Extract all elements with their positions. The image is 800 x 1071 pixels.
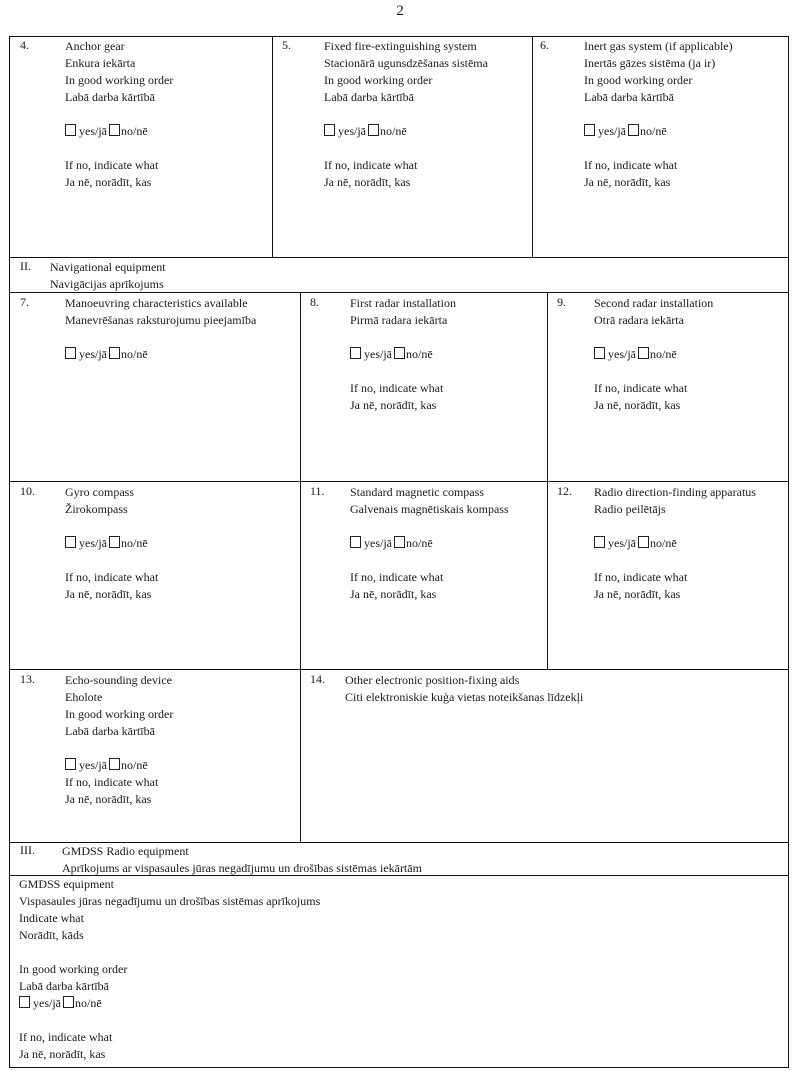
item-title-lv: Žirokompass xyxy=(65,502,128,516)
no-checkbox[interactable] xyxy=(638,536,649,548)
if-no-en: If no, indicate what xyxy=(350,570,444,584)
item-title-lv: Pirmā radara iekārta xyxy=(350,313,448,327)
item-title-en: Second radar installation xyxy=(594,296,714,310)
item-number: 14. xyxy=(310,672,325,686)
item-title-lv: Inertās gāzes sistēma (ja ir) xyxy=(584,56,716,70)
item-title-en: Anchor gear xyxy=(65,39,125,53)
no-label: no/nē xyxy=(406,536,433,550)
if-no-lv: Ja nē, norādīt, kas xyxy=(350,587,437,601)
if-no-lv: Ja nē, norādīt, kas xyxy=(65,587,152,601)
item-title-lv: Eholote xyxy=(65,690,103,704)
section-number: II. xyxy=(20,259,31,273)
no-checkbox[interactable] xyxy=(109,347,120,359)
yes-label: yes/jā xyxy=(608,536,636,550)
item-title-lv: Enkura iekārta xyxy=(65,56,136,70)
yes-checkbox[interactable] xyxy=(584,124,595,136)
item-second-radar xyxy=(547,292,790,481)
yes-label: yes/jā xyxy=(364,536,392,550)
section-title-lv: Aprīkojums ar vispasaules jūras negadījumu un drošības sistēmas iekārtām xyxy=(62,861,422,875)
item-echo-sounding xyxy=(10,669,300,842)
no-checkbox[interactable] xyxy=(394,347,405,359)
no-label: no/nē xyxy=(650,347,677,361)
item-title-en: First radar installation xyxy=(350,296,456,310)
section-number: III. xyxy=(20,843,35,857)
no-checkbox[interactable] xyxy=(638,347,649,359)
no-checkbox[interactable] xyxy=(394,536,405,548)
item-title-en: Other electronic position-fixing aids xyxy=(345,673,520,687)
item-title-lv: Citi elektroniskie kuģa vietas noteikšanas līdzekļi xyxy=(345,690,584,704)
yes-label: yes/jā xyxy=(364,347,392,361)
yes-checkbox[interactable] xyxy=(594,347,605,359)
page-number: 2 xyxy=(396,3,404,19)
yes-label: yes/jā xyxy=(33,996,61,1010)
no-label: no/nē xyxy=(380,124,407,138)
yes-checkbox[interactable] xyxy=(65,124,76,136)
item-title-en: Manoeuvring characteristics available xyxy=(65,296,248,310)
section-title-lv: Navigācijas aprīkojums xyxy=(50,277,164,291)
if-no-lv: Ja nē, norādīt, kas xyxy=(594,587,681,601)
item-title-en: Standard magnetic compass xyxy=(350,485,484,499)
no-checkbox[interactable] xyxy=(368,124,379,136)
no-label: no/nē xyxy=(75,996,102,1010)
no-label: no/nē xyxy=(121,758,148,772)
good-order-en: In good working order xyxy=(324,73,433,87)
item-gyro-compass xyxy=(10,481,300,669)
item-title-lv: Radio peilētājs xyxy=(594,502,666,516)
item-number: 13. xyxy=(20,672,35,686)
section-gmdss-radio xyxy=(10,842,790,875)
item-fire-extinguishing xyxy=(272,37,532,257)
yes-label: yes/jā xyxy=(79,124,107,138)
item-manoeuvring-characteristics xyxy=(10,292,300,481)
item-number: 12. xyxy=(557,484,572,498)
item-title-lv: Otrā radara iekārta xyxy=(594,313,684,327)
indicate-lv: Norādīt, kāds xyxy=(19,928,84,942)
no-checkbox[interactable] xyxy=(109,758,120,770)
item-title-en: Echo-sounding device xyxy=(65,673,172,687)
item-inert-gas xyxy=(532,37,790,257)
good-order-lv: Labā darba kārtībā xyxy=(324,90,414,104)
item-title-lv: Galvenais magnētiskais kompass xyxy=(350,502,509,516)
section-navigational-equipment xyxy=(10,257,790,292)
if-no-en: If no, indicate what xyxy=(65,775,159,789)
item-number: 10. xyxy=(20,484,35,498)
yes-label: yes/jā xyxy=(598,124,626,138)
yes-checkbox[interactable] xyxy=(350,536,361,548)
gmdss-title-lv: Vispasaules jūras negadījumu un drošības sistēmas aprīkojums xyxy=(19,894,321,908)
yes-label: yes/jā xyxy=(79,758,107,772)
no-label: no/nē xyxy=(406,347,433,361)
good-order-lv: Labā darba kārtībā xyxy=(65,724,155,738)
no-checkbox[interactable] xyxy=(63,996,74,1008)
good-order-en: In good working order xyxy=(65,707,174,721)
item-position-fixing-aids xyxy=(300,669,790,842)
yes-checkbox[interactable] xyxy=(324,124,335,136)
item-anchor-gear xyxy=(10,37,272,257)
item-number: 9. xyxy=(557,295,566,309)
no-label: no/nē xyxy=(650,536,677,550)
good-order-en: In good working order xyxy=(584,73,693,87)
item-title-lv: Stacionārā ugunsdzēšanas sistēma xyxy=(324,56,488,70)
item-title-lv: Manevrēšanas raksturojumu pieejamība xyxy=(65,313,257,327)
no-label: no/nē xyxy=(640,124,667,138)
yes-checkbox[interactable] xyxy=(65,758,76,770)
good-order-en: In good working order xyxy=(65,73,174,87)
if-no-en: If no, indicate what xyxy=(350,381,444,395)
if-no-lv: Ja nē, norādīt, kas xyxy=(584,175,671,189)
if-no-en: If no, indicate what xyxy=(594,570,688,584)
good-order-lv: Labā darba kārtībā xyxy=(65,90,155,104)
item-first-radar xyxy=(300,292,547,481)
no-label: no/nē xyxy=(121,347,148,361)
section-title-en: Navigational equipment xyxy=(50,260,166,274)
if-no-lv: Ja nē, norādīt, kas xyxy=(65,175,152,189)
item-number: 6. xyxy=(540,38,549,52)
gmdss-equipment xyxy=(10,875,790,1069)
item-number: 5. xyxy=(282,38,291,52)
if-no-lv: Ja nē, norādīt, kas xyxy=(65,792,152,806)
yes-checkbox[interactable] xyxy=(19,996,30,1008)
item-number: 8. xyxy=(310,295,319,309)
yes-label: yes/jā xyxy=(608,347,636,361)
yes-checkbox[interactable] xyxy=(65,347,76,359)
good-order-lv: Labā darba kārtībā xyxy=(584,90,674,104)
if-no-lv: Ja nē, norādīt, kas xyxy=(594,398,681,412)
if-no-en: If no, indicate what xyxy=(584,158,678,172)
item-title-en: Inert gas system (if applicable) xyxy=(584,39,733,53)
yes-checkbox[interactable] xyxy=(65,536,76,548)
good-order-en: In good working order xyxy=(19,962,128,976)
item-number: 4. xyxy=(20,38,29,52)
if-no-lv: Ja nē, norādīt, kas xyxy=(350,398,437,412)
item-radio-direction-finding xyxy=(547,481,790,669)
if-no-en: If no, indicate what xyxy=(324,158,418,172)
yes-checkbox[interactable] xyxy=(594,536,605,548)
yes-label: yes/jā xyxy=(79,347,107,361)
no-checkbox[interactable] xyxy=(109,536,120,548)
gmdss-title: GMDSS equipment xyxy=(19,877,115,891)
good-order-lv: Labā darba kārtībā xyxy=(19,979,109,993)
item-magnetic-compass xyxy=(300,481,547,669)
no-label: no/nē xyxy=(121,124,148,138)
inspection-form xyxy=(9,36,789,1068)
yes-label: yes/jā xyxy=(79,536,107,550)
if-no-en: If no, indicate what xyxy=(65,570,159,584)
item-title-en: Fixed fire-extinguishing system xyxy=(324,39,477,53)
yes-checkbox[interactable] xyxy=(350,347,361,359)
item-title-en: Radio direction-finding apparatus xyxy=(594,485,756,499)
item-number: 7. xyxy=(20,295,29,309)
if-no-lv: Ja nē, norādīt, kas xyxy=(19,1047,106,1061)
if-no-en: If no, indicate what xyxy=(19,1030,113,1044)
if-no-en: If no, indicate what xyxy=(65,158,159,172)
if-no-en: If no, indicate what xyxy=(594,381,688,395)
no-label: no/nē xyxy=(121,536,148,550)
item-title-en: Gyro compass xyxy=(65,485,134,499)
section-title-en: GMDSS Radio equipment xyxy=(62,844,189,858)
indicate-en: Indicate what xyxy=(19,911,84,925)
if-no-lv: Ja nē, norādīt, kas xyxy=(324,175,411,189)
yes-label: yes/jā xyxy=(338,124,366,138)
no-checkbox[interactable] xyxy=(109,124,120,136)
no-checkbox[interactable] xyxy=(628,124,639,136)
item-number: 11. xyxy=(310,484,325,498)
